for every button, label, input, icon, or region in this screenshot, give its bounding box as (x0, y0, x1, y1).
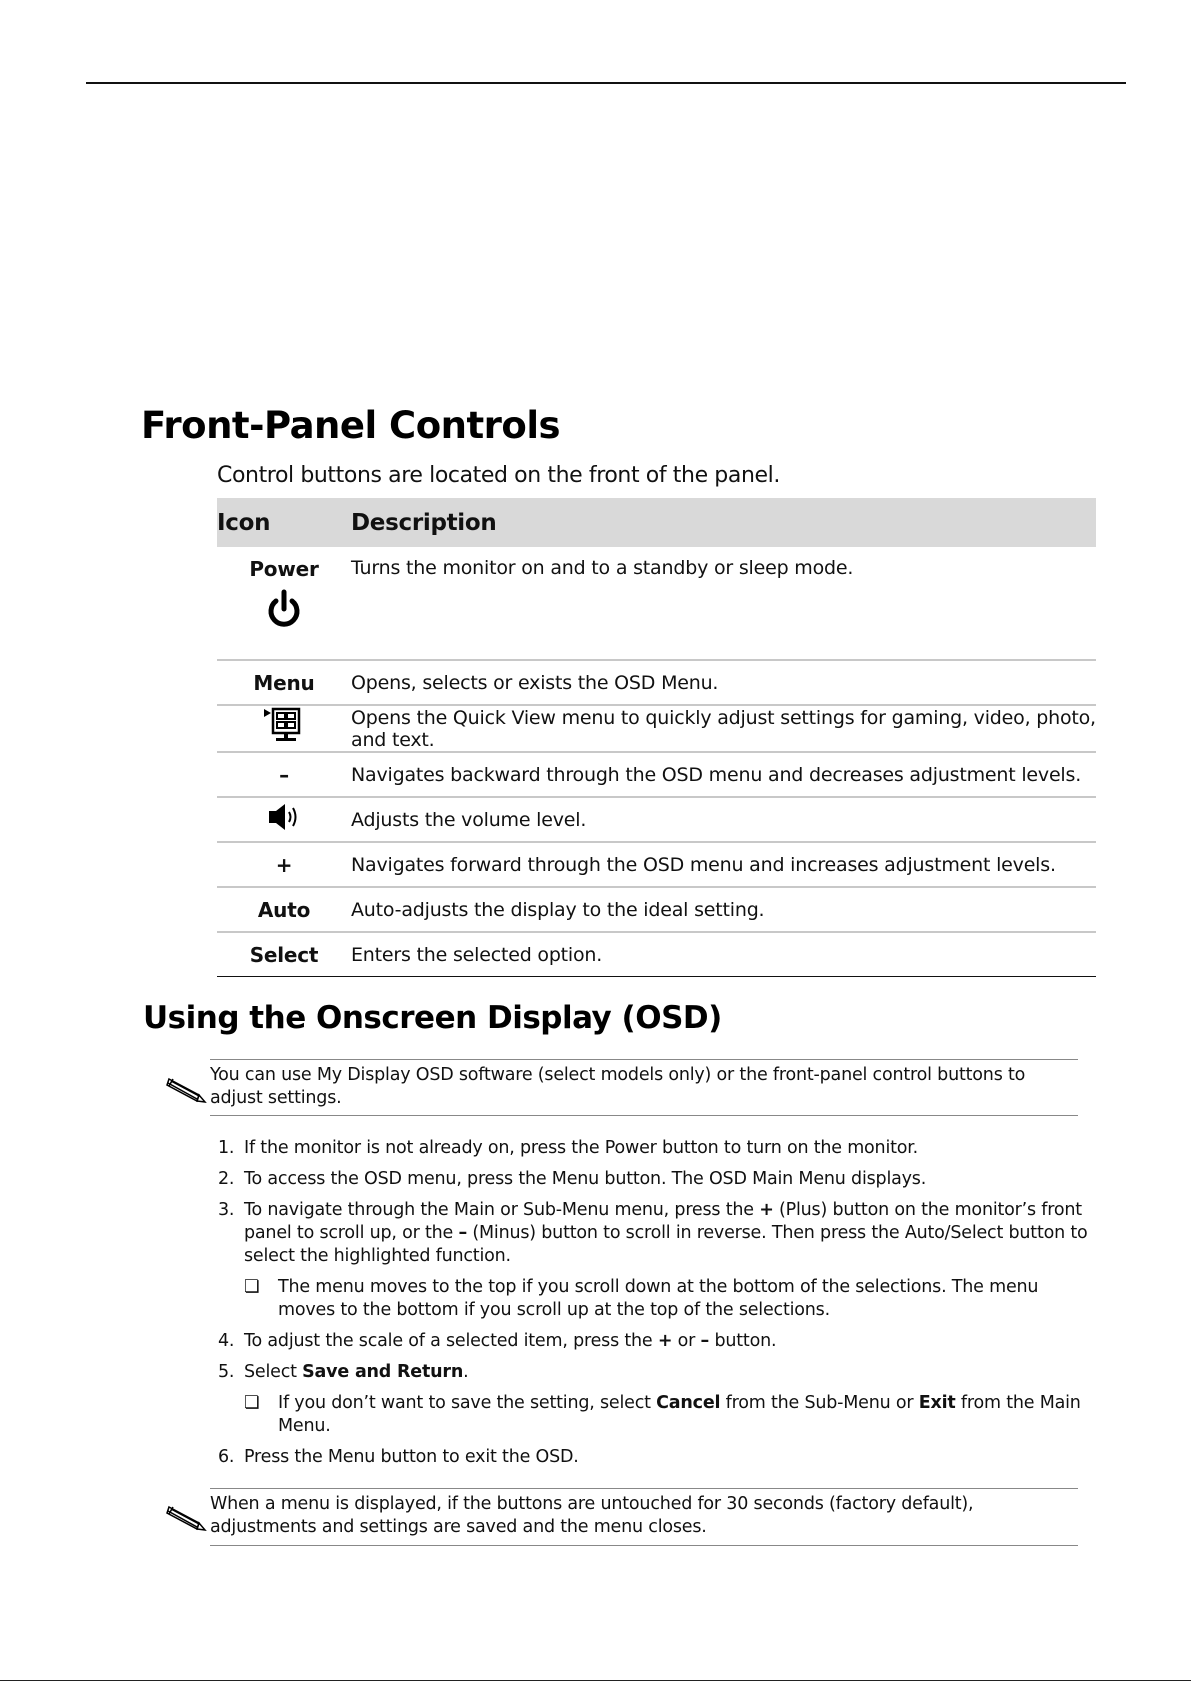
table-row (217, 842, 1096, 887)
step-number: 1. (218, 1138, 235, 1158)
bullet-text: If you don’t want to save the setting, select Cancel from the Sub-Menu or Exit from the Main Menu. (278, 1393, 1081, 1436)
footer-rule (0, 1680, 1191, 1681)
list-item (218, 1330, 1098, 1353)
step-number: 3. (218, 1200, 235, 1220)
note-box: You can use My Display OSD software (select models only) or the front-panel control buttons to adjust settings. (210, 1059, 1078, 1116)
table-row (217, 752, 1096, 797)
description-cell: Auto-adjusts the display to the ideal setting. (351, 887, 1096, 932)
description-cell: Navigates forward through the OSD menu and increases adjustment levels. (351, 842, 1096, 887)
step-text: To adjust the scale of a selected item, press the + or – button. (244, 1331, 777, 1351)
sub-bullet (218, 1392, 1098, 1438)
header-icon: Icon (217, 498, 351, 547)
table-row (217, 797, 1096, 842)
icon-label: Auto (217, 887, 351, 932)
description-cell: Enters the selected option. (351, 932, 1096, 977)
pencil-note-icon (163, 1075, 207, 1105)
table-row (217, 660, 1096, 705)
table-row (217, 887, 1096, 932)
header-rule (86, 82, 1126, 84)
description-cell: Turns the monitor on and to a standby or sleep mode. (351, 557, 854, 579)
pencil-note-icon (163, 1503, 207, 1533)
step-text: To navigate through the Main or Sub-Menu menu, press the + (Plus) button on the monitor’s front panel to scroll up, or the – (Minus) button to scroll in reverse. Then press the Auto/Select button to select the highlighted function. (244, 1200, 1088, 1266)
icon-label: + (217, 842, 351, 887)
quick-view-icon (262, 706, 306, 746)
icon-cell (217, 547, 351, 660)
step-text: Select Save and Return. (244, 1362, 469, 1382)
icon-label: – (217, 752, 351, 797)
list-item (218, 1168, 1098, 1191)
description-cell: Navigates backward through the OSD menu and decreases adjustment levels. (351, 752, 1096, 797)
header-description: Description (351, 498, 1096, 547)
step-number: 6. (218, 1447, 235, 1467)
list-item (218, 1446, 1098, 1469)
checkbox-bullet-icon: ❏ (244, 1393, 260, 1413)
table-header-row (217, 498, 1096, 547)
table-row (217, 932, 1096, 977)
step-number: 2. (218, 1169, 235, 1189)
step-text: To access the OSD menu, press the Menu button. The OSD Main Menu displays. (244, 1169, 927, 1189)
icon-cell (217, 705, 351, 752)
osd-steps (218, 1137, 1098, 1477)
section-title-osd: Using the Onscreen Display (OSD) (143, 1000, 722, 1036)
step-number: 4. (218, 1331, 235, 1351)
sub-bullet (218, 1276, 1098, 1322)
step-text: If the monitor is not already on, press the Power button to turn on the monitor. (244, 1138, 919, 1158)
bullet-text: The menu moves to the top if you scroll down at the bottom of the selections. The menu moves to the bottom if you scroll up at the top of the selections. (278, 1277, 1039, 1320)
icon-cell (217, 797, 351, 842)
description-cell: Opens the Quick View menu to quickly adjust settings for gaming, video, photo, and text. (351, 706, 1096, 751)
list-item (218, 1199, 1098, 1268)
description-cell: Opens, selects or exists the OSD Menu. (351, 660, 1096, 705)
controls-table (217, 498, 1096, 977)
list-item (218, 1361, 1098, 1384)
icon-label: Select (217, 932, 351, 977)
icon-label: Power (249, 557, 319, 581)
description-cell: Adjusts the volume level. (351, 797, 1096, 842)
step-text: Press the Menu button to exit the OSD. (244, 1447, 579, 1467)
speaker-icon (266, 801, 302, 833)
note-box: When a menu is displayed, if the buttons are untouched for 30 seconds (factory default), adjustments and settings are saved and the menu closes. (210, 1488, 1078, 1546)
power-icon (265, 589, 303, 629)
table-row (217, 547, 1096, 660)
icon-label: Menu (217, 660, 351, 705)
checkbox-bullet-icon: ❏ (244, 1277, 260, 1297)
list-item (218, 1137, 1098, 1160)
step-number: 5. (218, 1362, 235, 1382)
table-row (217, 705, 1096, 752)
section-intro: Control buttons are located on the front of the panel. (217, 463, 780, 488)
section-title-front-panel: Front-Panel Controls (141, 404, 561, 447)
